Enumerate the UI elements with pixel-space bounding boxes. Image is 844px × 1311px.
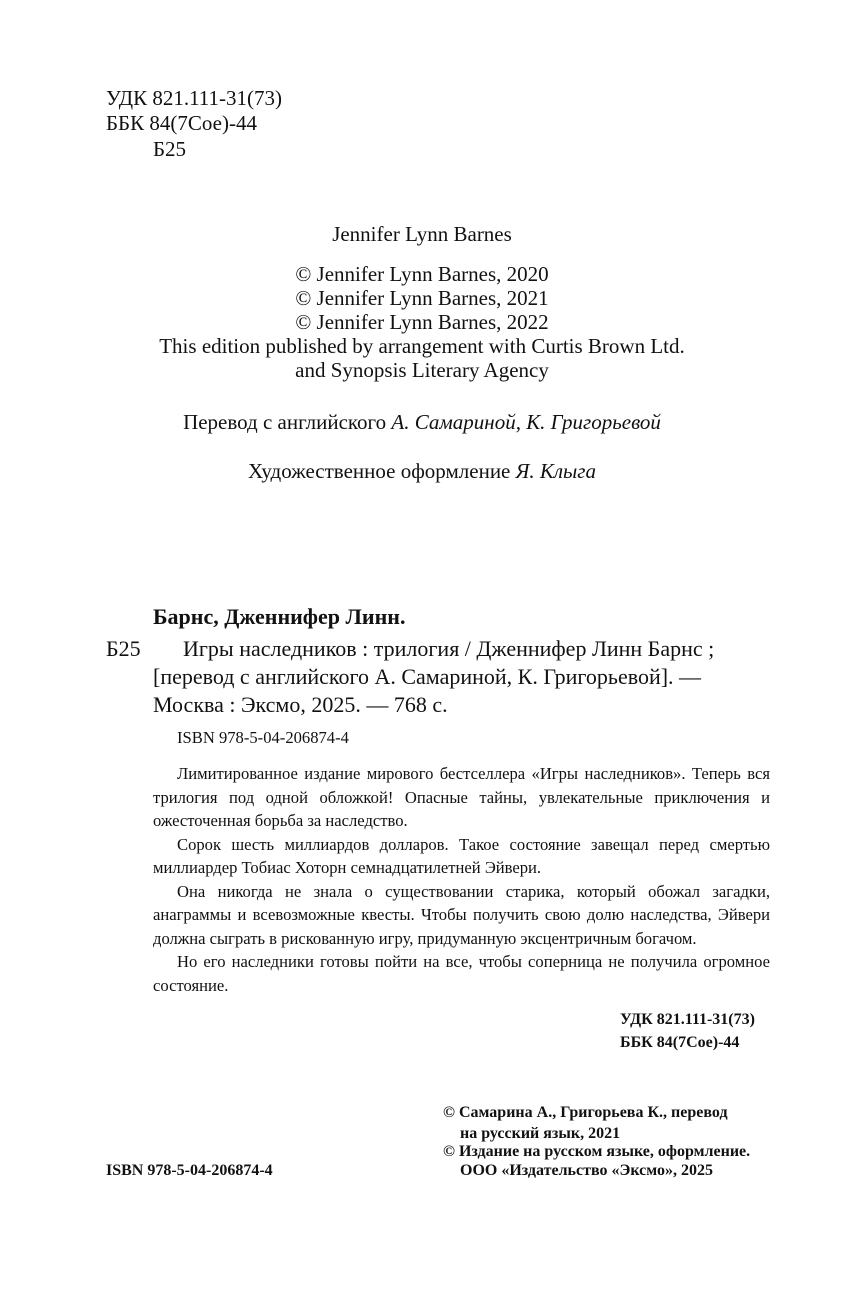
designer: Я. Клыга [515, 459, 596, 483]
annotation-paragraph: Сорок шесть миллиардов долларов. Такое состояние завещал перед смертью миллиардер Тобиас Хоторн семнадцатилетней Эйвери. [153, 834, 770, 877]
annotation-paragraph: Она никогда не знала о существовании старика, который обожал загадки, анаграммы и всевозможные квесты. Чтобы получить свою долю наследства, Эйвери должна сыграть в рискованную игру, придуманную эксцентричным богачом. [153, 881, 770, 948]
footer-isbn: ISBN 978-5-04-206874-4 [106, 1162, 273, 1179]
original-author: Jennifer Lynn Barnes [332, 222, 512, 246]
copyright-2021: © Jennifer Lynn Barnes, 2021 [295, 286, 549, 310]
udk-code-bottom: УДК 821.111-31(73) [620, 1011, 755, 1028]
catalog-author-mark: Б25 [106, 636, 141, 661]
copyright-2020: © Jennifer Lynn Barnes, 2020 [295, 262, 549, 286]
catalog-line-3: Москва : Эксмо, 2025. — 768 с. [153, 692, 448, 717]
design-credit [0, 459, 844, 484]
annotation-paragraph: Но его наследники готовы пойти на все, чтобы соперница не получила огромное состояние. [153, 952, 770, 995]
author-mark-top: Б25 [153, 137, 187, 161]
catalog-line-1: Игры наследников : трилогия / Дженнифер Линн Барнс ; [183, 636, 715, 661]
annotation-paragraph: Лимитированное издание мирового бестселлера «Игры наследников». Теперь вся трилогия под одной обложкой! Опасные тайны, увлекательные приключения и ожесточенная борьба за наследство. [153, 764, 770, 830]
edition-note-line1: This edition published by arrangement with Curtis Brown Ltd. [159, 334, 685, 358]
udk-code-top: УДК 821.111-31(73) [106, 86, 282, 110]
edition-copyright-line1: © Издание на русском языке, оформление. [443, 1143, 751, 1160]
edition-copyright-line2: ООО «Издательство «Эксмо», 2025 [460, 1162, 713, 1179]
copyright-2022: © Jennifer Lynn Barnes, 2022 [295, 310, 549, 334]
catalog-isbn: ISBN 978-5-04-206874-4 [177, 728, 349, 747]
translation-copyright-line2: на русский язык, 2021 [460, 1125, 621, 1142]
translation-credit [0, 410, 844, 435]
design-label: Художественное оформление [248, 459, 511, 483]
catalog-heading: Барнс, Дженнифер Линн. [153, 604, 406, 629]
annotation [153, 762, 770, 997]
translators: А. Самариной, К. Григорьевой [391, 410, 661, 434]
bbk-code-bottom: ББК 84(7Сое)-44 [620, 1034, 740, 1051]
edition-note-line2: and Synopsis Literary Agency [295, 358, 549, 382]
translation-label: Перевод с английского [183, 410, 387, 434]
bbk-code-top: ББК 84(7Сое)-44 [106, 111, 257, 135]
translation-copyright-line1: © Самарина А., Григорьева К., перевод [443, 1104, 728, 1121]
catalog-line-2: [перевод с английского А. Самариной, К. Григорьевой]. — [153, 664, 702, 689]
